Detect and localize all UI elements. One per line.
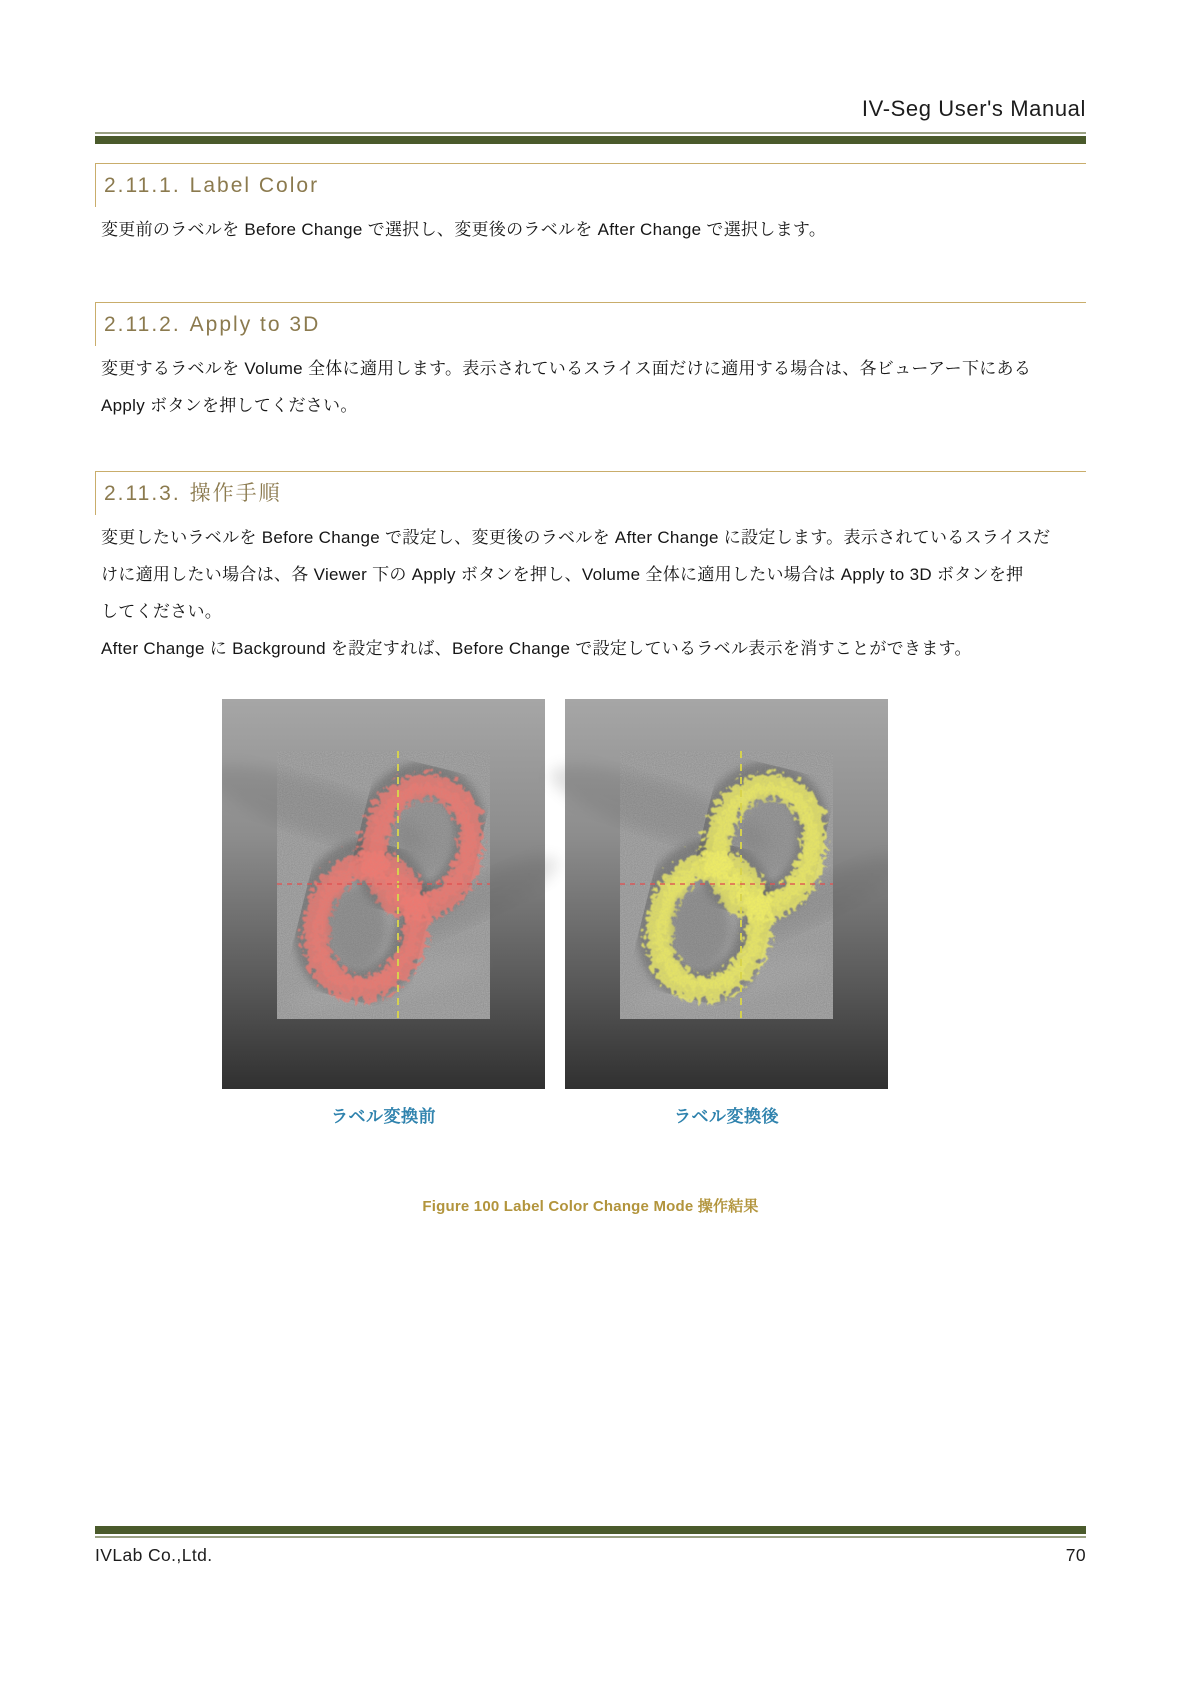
paragraph-line: 変更するラベルを Volume 全体に適用します。表示されているスライス面だけに適用する場合は、各ビューアー下にある bbox=[101, 359, 1032, 378]
section-number: 2.11.3. bbox=[104, 482, 181, 505]
caption-before: ラベル変換前 bbox=[331, 1107, 436, 1126]
viewer-after-panel bbox=[543, 699, 888, 1089]
section-title: Apply to 3D bbox=[189, 313, 321, 336]
page-title: IV-Seg User's Manual bbox=[861, 96, 1086, 121]
footer-page-number: 70 bbox=[1065, 1545, 1086, 1565]
paragraph bbox=[95, 519, 1086, 667]
paragraph-line: After Change に Background を設定すれば、Before Change で設定しているラベル表示を消すことができます。 bbox=[101, 639, 972, 658]
paragraph bbox=[95, 350, 1086, 424]
caption-after: ラベル変換後 bbox=[674, 1107, 779, 1126]
section-number: 2.11.1. bbox=[104, 174, 181, 197]
viewer-comparison-image bbox=[222, 699, 888, 1089]
paragraph bbox=[95, 211, 1086, 248]
paragraph-line: けに適用したい場合は、各 Viewer 下の Apply ボタンを押し、Volume 全体に適用したい場合は Apply to 3D ボタンを押 bbox=[101, 565, 1024, 584]
paragraph-line: 変更前のラベルを Before Change で選択し、変更後のラベルを After Change で選択します。 bbox=[101, 220, 827, 239]
figure-panel-captions bbox=[222, 1102, 888, 1127]
paragraph-line: してください。 bbox=[101, 602, 223, 621]
section-heading-label-color bbox=[95, 163, 1086, 207]
viewer-before-panel bbox=[222, 699, 567, 1089]
header-rule bbox=[95, 132, 1086, 144]
figure-caption: Figure 100 Label Color Change Mode 操作結果 bbox=[422, 1198, 759, 1215]
section-heading-apply-to-3d bbox=[95, 302, 1086, 346]
footer-rule bbox=[95, 1526, 1086, 1538]
section-title: Label Color bbox=[189, 174, 320, 197]
figure-viewer-screenshots bbox=[222, 699, 888, 1089]
page-header bbox=[95, 0, 1086, 144]
section-title: 操作手順 bbox=[189, 482, 282, 505]
paragraph-line: 変更したいラベルを Before Change で設定し、変更後のラベルを After Change に設定します。表示されているスライスだ bbox=[101, 528, 1051, 547]
page-footer bbox=[95, 1526, 1086, 1566]
section-number: 2.11.2. bbox=[104, 313, 181, 336]
footer-company: IVLab Co.,Ltd. bbox=[95, 1545, 213, 1565]
section-heading-procedure bbox=[95, 471, 1086, 515]
paragraph-line: Apply ボタンを押してください。 bbox=[101, 396, 358, 415]
